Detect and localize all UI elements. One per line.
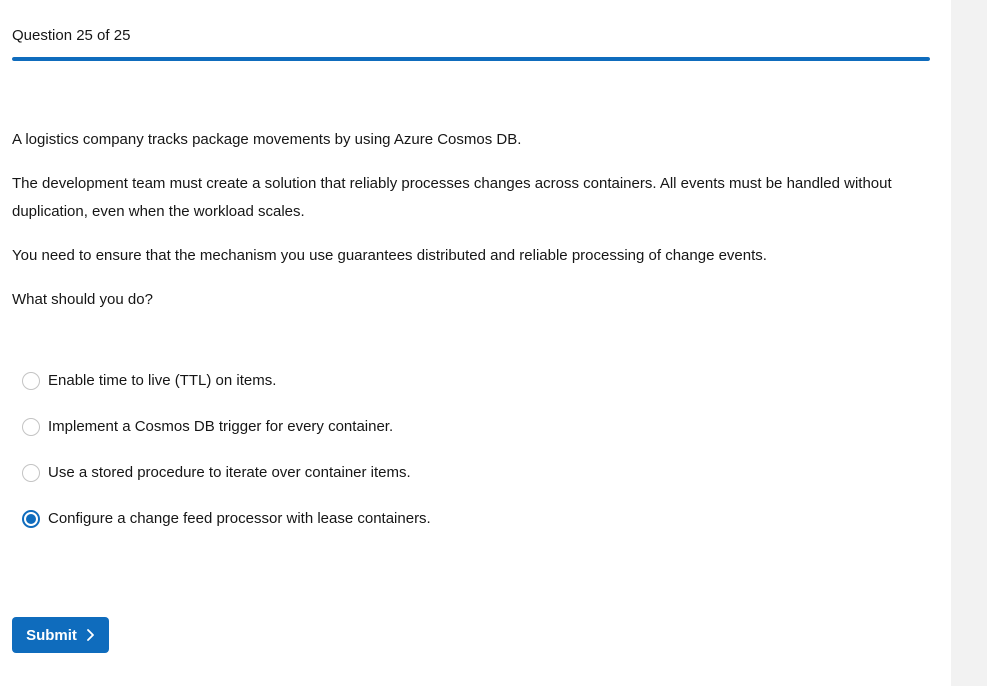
radio-button-2[interactable] <box>22 418 40 436</box>
question-counter: Question 25 of 25 <box>12 27 131 44</box>
answer-option-label: Configure a change feed processor with lease containers. <box>48 510 431 527</box>
question-paragraph-3: You need to ensure that the mechanism you use guarantees distributed and reliable processing of change events. <box>12 247 767 264</box>
answer-option-label: Enable time to live (TTL) on items. <box>48 372 277 389</box>
radio-button-4[interactable] <box>22 510 40 528</box>
answer-option-label: Implement a Cosmos DB trigger for every container. <box>48 418 394 435</box>
submit-button-label: Submit <box>26 626 77 644</box>
question-panel <box>12 0 930 686</box>
question-paragraph-2: The development team must create a solution that reliably processes changes across containers. All events must be handled without duplication, even when the workload scales. <box>12 175 892 220</box>
progress-bar-fill <box>12 57 930 61</box>
radio-selected-dot <box>26 514 36 524</box>
question-paragraph-1: A logistics company tracks package movements by using Azure Cosmos DB. <box>12 131 522 148</box>
submit-button[interactable] <box>12 617 109 653</box>
answer-option-4[interactable] <box>22 504 431 534</box>
answer-option-2[interactable] <box>22 412 431 442</box>
answer-option-label: Use a stored procedure to iterate over container items. <box>48 464 411 481</box>
answer-options <box>22 366 431 550</box>
right-gutter <box>951 0 987 686</box>
radio-button-1[interactable] <box>22 372 40 390</box>
question-prompt: What should you do? <box>12 291 153 308</box>
chevron-right-icon <box>85 628 95 642</box>
radio-button-3[interactable] <box>22 464 40 482</box>
answer-option-1[interactable] <box>22 366 431 396</box>
progress-bar <box>12 57 930 61</box>
answer-option-3[interactable] <box>22 458 431 488</box>
